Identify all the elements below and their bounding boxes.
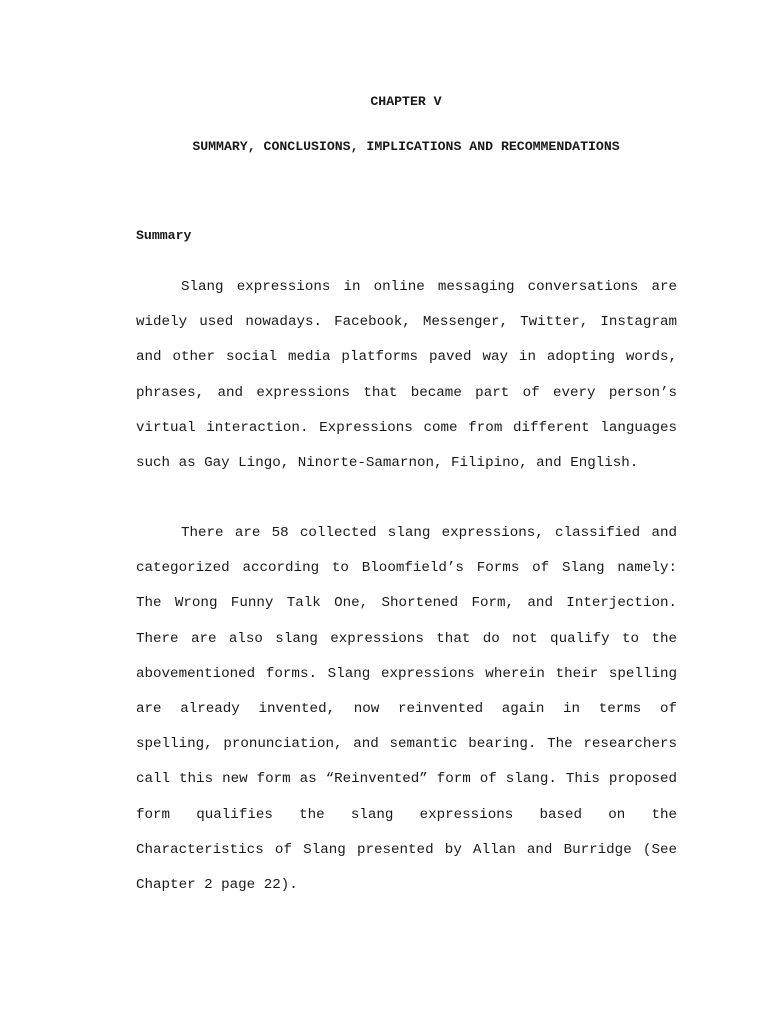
- body-paragraph: Slang expressions in online messaging conversations are widely used nowadays. Facebook, Messenger, Twitter, Instagram and other social media platforms paved way in adopting words, phrases, and expressions that became part of every person’s virtual interaction. Expressions come from different languages such as Gay Lingo, Ninorte-Samarnon, Filipino, and English.: [136, 279, 677, 472]
- section-heading: Summary: [136, 228, 192, 243]
- chapter-label: CHAPTER V: [370, 94, 442, 109]
- body-paragraph: There are 58 collected slang expressions, classified and categorized according to Bloomfield’s Forms of Slang namely: The Wrong Funny Talk One, Shortened Form, and Interjection. There are also slang expressions that do not qualify to the abovementioned forms. Slang expressions wherein their spelling are already invented, now reinvented again in terms of spelling, pronunciation, and semantic bearing. The researchers call this new form as “Reinvented” form of slang. This proposed form qualifies the slang expressions based on the Characteristics of Slang presented by Allan and Burridge (See Chapter 2 page 22).: [136, 525, 677, 894]
- chapter-title: SUMMARY, CONCLUSIONS, IMPLICATIONS AND RECOMMENDATIONS: [192, 139, 620, 154]
